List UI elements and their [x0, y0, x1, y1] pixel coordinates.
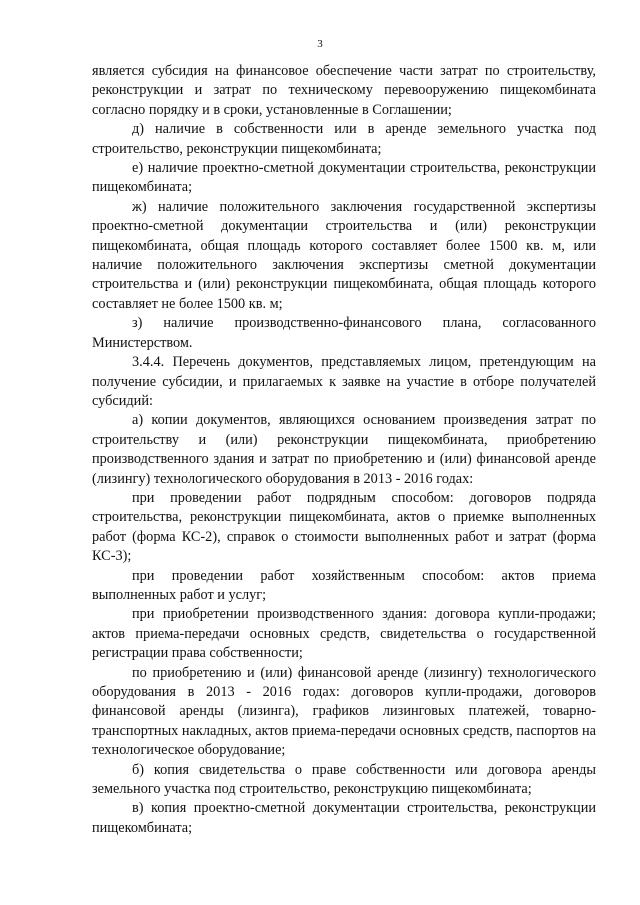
document-body [92, 62, 596, 838]
paragraph-item-d: д) наличие в собственности или в аренде земельного участка под строительство, реконструкции пищекомбината; [92, 121, 596, 157]
paragraph-item-e: е) наличие проектно-сметной документации строительства, реконструкции пищекомбината; [92, 160, 596, 196]
paragraph-item-z: з) наличие производственно-финансового плана, согласованного Министерством. [92, 315, 596, 351]
paragraph-building-purchase: при приобретении производственного здания: договора купли-продажи; актов приема-передачи основных средств, свидетельства о государственной регистрации права собственности; [92, 606, 596, 662]
paragraph-subsidy-continuation: является субсидия на финансовое обеспечение части затрат по строительству, реконструкции и затрат по техническому перевооружению пищекомбината согласно порядку и в сроки, установленные в Соглашении; [92, 63, 596, 118]
paragraph-item-a: а) копии документов, являющихся основанием произведения затрат по строительству и (или) реконструкции пищекомбината, приобретению производственного здания и затрат по приобретению и (или) финансовой аренде (лизингу) технологического оборудования в 2013 - 2016 годах: [92, 412, 596, 487]
paragraph-item-zh: ж) наличие положительного заключения государственной экспертизы проектно-сметной документации строительства и (или) реконструкции пищекомбината, общая площадь которого составляет более 1500 кв. м, или наличие положительного заключения экспертизы сметной документации строительства и (или) реконструкции пищекомбината, общая площадь которого составляет не более 1500 кв. м; [92, 198, 596, 312]
page-number: 3 [317, 38, 323, 50]
paragraph-item-b: б) копия свидетельства о праве собственности или договора аренды земельного участка под строительство, реконструкцию пищекомбината; [92, 761, 596, 798]
paragraph-in-house-method: при проведении работ хозяйственным способом: актов приема выполненных работ и услуг; [92, 567, 596, 603]
paragraph-section-3-4-4: 3.4.4. Перечень документов, представляемых лицом, претендующим на получение субсидии, и прилагаемых к заявке на участие в отборе получателей субсидий: [92, 354, 596, 409]
paragraph-item-v: в) копия проектно-сметной документации строительства, реконструкции пищекомбината; [92, 800, 596, 836]
paragraph-equipment-leasing: по приобретению и (или) финансовой аренде (лизингу) технологического оборудования в 2013 - 2016 годах: договоров купли-продажи, договоров финансовой аренды (лизинга), графиков лизинговых платежей, товарно-транспортных накладных, актов приема-передачи основных средств, паспортов на технологическое оборудование; [92, 664, 596, 759]
paragraph-contract-method: при проведении работ подрядным способом: договоров подряда строительства, реконструкции пищекомбината, актов о приемке выполненных работ (форма КС-2), справок о стоимости выполненных работ и затрат (форма КС-3); [92, 489, 596, 565]
